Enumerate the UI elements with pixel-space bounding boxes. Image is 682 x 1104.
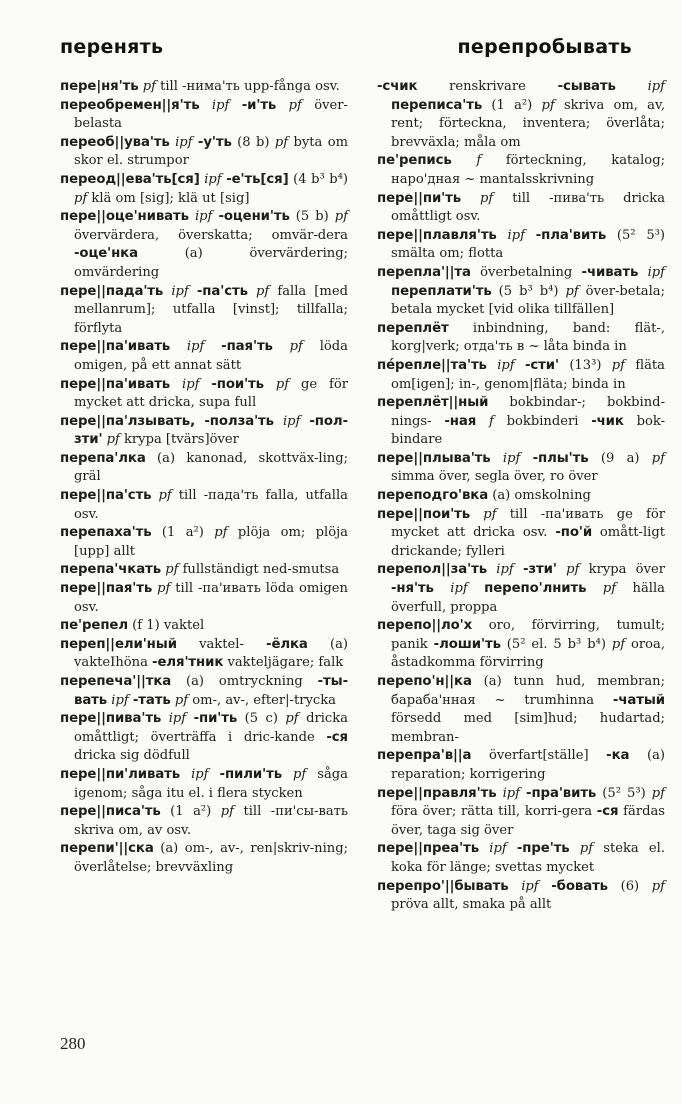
- right-column: [377, 78, 665, 915]
- dictionary-entry: пере||преа'ть ipf -пре'ть pf steka el. koka för länge; svettas mycket: [377, 841, 665, 875]
- dictionary-entry: пе́репле||та'ть ipf -сти' (13³) pf fläta om[igen]; in-, genom|fläta; binda in: [377, 357, 665, 392]
- dictionary-entry: пере||па'лзывать, -полза'ть ipf -пол-зти' pf krypa [tvärs]över: [60, 413, 348, 448]
- dictionary-entry: пере||плыва'ть ipf -плы'ть (9 a) pf simma över, segla över, ro över: [377, 450, 666, 485]
- dictionary-entry: пере||оце'нивать ipf -оцени'ть (5 b) pf övervärdera, överskatta; omvär-dera -оце'нка (a) övervärdering; omvärdering: [60, 209, 348, 280]
- dictionary-entry: перепо'н||ка (a) tunn hud, membran; бараба'нная ~ trumhinna -чатый försedd med [sim]hud; hudartad; membran-: [377, 674, 665, 745]
- left-column: [60, 78, 348, 878]
- dictionary-entry: -счик renskrivare -сывать ipf переписа'ть (1 a²) pf skriva om, av, rent; förteckna, inventera; överlåta; brevväxla; måla om: [377, 79, 666, 150]
- dictionary-entry: перепол||за'ть ipf -зти' pf krypa över -ня'ть ipf перепо'лнить pf hälla överfull, proppa: [377, 562, 665, 615]
- dictionary-entry: пере||пи'ть pf till -пива'ть dricka omåttligt osv.: [377, 190, 665, 225]
- dictionary-entry: пе'репел (f 1) vaktel: [60, 618, 205, 634]
- dictionary-entry: пере|ня'ть pf till -нима'ть upp-fånga osv.: [60, 79, 340, 94]
- dictionary-entry: перепа'чкать pf fullständigt ned-smutsa: [60, 562, 340, 578]
- dictionary-entry: перепо||ло'х oro, förvirring, tumult; panik -лоши'ть (5² el. 5 b³ b⁴) pf oroa, åstadkomma förvirring: [377, 618, 666, 671]
- dictionary-entry: перепро'||бывать ipf -бовать (6) pf pröva allt, smaka på allt: [377, 878, 666, 913]
- dictionary-entry: пере||па'ивать ipf -пая'ть pf löda omigen, på ett annat sätt: [60, 339, 348, 373]
- dictionary-entry: пере||па'ивать ipf -пои'ть pf ge för mycket att dricka, supa full: [60, 376, 348, 411]
- dictionary-entry: пере||пи'ливать ipf -пили'ть pf såga igenom; såga itu el. i flera stycken: [60, 766, 348, 801]
- dictionary-entry: пере||пада'ть ipf -па'сть pf falla [med mellanrum]; utfalla [vinst]; tillfalla; förflyta: [60, 283, 348, 336]
- dictionary-entry: перепи'||ска (a) om-, av-, ren|skriv-ning; överlåtelse; brevväxling: [60, 841, 348, 875]
- dictionary-entry: пере||па'сть pf till -пада'ть falla, utfalla osv.: [60, 488, 348, 522]
- dictionary-entry: переп||ели'ный vaktel- -ёлка (a) vakteIhöna -еля'тник vakteljägare; falk: [60, 636, 349, 671]
- dictionary-entry: перепла'||та överbetalning -чивать ipf переплати'ть (5 b³ b⁴) pf över-betala; betala mycket [vid olika tillfällen]: [377, 264, 665, 318]
- dictionary-entry: перепеча'||тка (a) omtryckning -ты-вать ipf -тать pf om-, av-, efter|-trycka: [60, 674, 348, 708]
- dictionary-entry: пере||пая'ть pf till -па'ивать löda omigen osv.: [60, 581, 348, 615]
- running-header: [60, 36, 632, 66]
- dictionary-entry: переод||ева'ть[ся] ipf -е'ть[ся] (4 b³ b⁴) pf klä om [sig]; klä ut [sig]: [60, 171, 348, 206]
- dictionary-entry: пере||пива'ть ipf -пи'ть (5 c) pf dricka omåttligt; överträffa i dric-kande -ся dricka sig dödfull: [60, 711, 348, 764]
- dictionary-entry: перепа'лка (a) kanonad, skottväx-ling; gräl: [60, 450, 348, 485]
- dictionary-entry: пере||пои'ть pf till -па'ивать ge för mycket att dricka osv. -по'й omått-ligt drickande; fylleri: [377, 506, 665, 559]
- dictionary-entry: переподго'вка (a) omskolning: [377, 488, 591, 504]
- header-right-guide-word: перепробывать: [457, 36, 632, 58]
- dictionary-entry: переплёт inbindning, band: flät-, korg|verk; отда'ть в ~ låta binda in: [377, 320, 665, 355]
- dictionary-entry: пе'репись f förteckning, katalog; наро'дная ~ mantalsskrivning: [377, 153, 665, 187]
- dictionary-entry: переобремен||я'ть ipf -и'ть pf över-belasta: [60, 97, 348, 132]
- dictionary-entry: пере||писа'ть (1 a²) pf till -пи'сы-вать skriva om, av osv.: [60, 804, 348, 838]
- dictionary-entry: переоб||ува'ть ipf -у'ть (8 b) pf byta om skor el. strumpor: [60, 134, 348, 169]
- page-number: 280: [60, 1034, 86, 1053]
- dictionary-entry: переплёт||ный bokbindar-; bokbind-nings- -ная f bokbinderi -чик bok-bindare: [377, 395, 665, 448]
- dictionary-entry: перепра'в||а överfart[ställe] -ка (a) reparation; korrigering: [377, 748, 665, 782]
- dictionary-entry: пере||плавля'ть ipf -пла'вить (5² 5³) smälta om; flotta: [377, 227, 666, 262]
- dictionary-entry: перепаха'ть (1 a²) pf plöja om; plöja [upp] allt: [60, 525, 348, 559]
- dictionary-entry: пере||правля'ть ipf -пра'вить (5² 5³) pf föra över; rätta till, korri-gera -ся färdas över, taga sig över: [377, 785, 665, 838]
- header-left-guide-word: перенять: [60, 36, 164, 58]
